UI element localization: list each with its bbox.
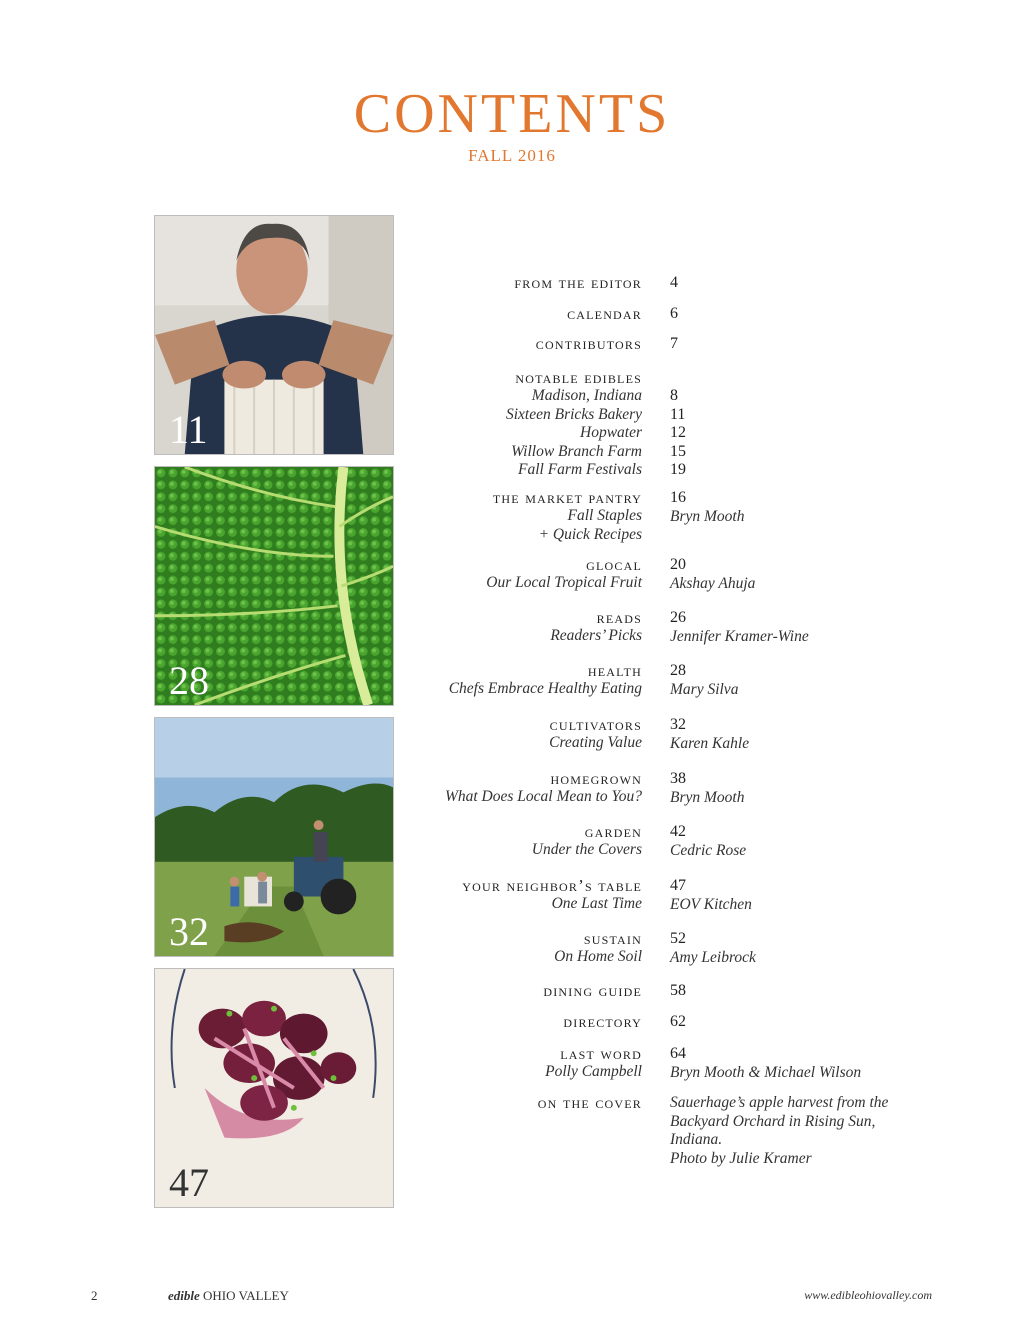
- article-title: Fall Staples: [567, 507, 642, 524]
- author-name: Cedric Rose: [670, 841, 747, 859]
- article-title: Willow Branch Farm: [511, 442, 642, 460]
- article-title: On Home Soil: [554, 948, 642, 965]
- page-number: 52: [670, 930, 686, 947]
- author-name: Akshay Ahuja: [670, 574, 756, 592]
- brand-italic: edible: [168, 1288, 200, 1303]
- author-name: EOV Kitchen: [670, 895, 752, 913]
- cover-caption-line: Photo by Julie Kramer: [670, 1149, 812, 1167]
- photo-page-number: 11: [169, 407, 208, 452]
- section-name: from the editor: [514, 273, 642, 292]
- page-number: 4: [670, 274, 678, 291]
- author-name: Amy Leibrock: [670, 948, 756, 966]
- page-number: 7: [670, 335, 678, 352]
- author-name: Mary Silva: [670, 680, 739, 698]
- page-number: 11: [670, 405, 686, 423]
- page-number: 32: [670, 716, 686, 733]
- article-title: Sixteen Bricks Bakery: [506, 405, 642, 423]
- article-title: Fall Farm Festivals: [518, 461, 642, 478]
- section-name: garden: [584, 822, 642, 841]
- cover-caption-line: Sauerhage’s apple harvest from the: [670, 1094, 889, 1111]
- author-name: Karen Kahle: [670, 734, 750, 752]
- cover-caption-line: Backyard Orchard in Rising Sun,: [670, 1112, 876, 1130]
- article-title: Madison, Indiana: [531, 387, 642, 404]
- section-name: on the cover: [537, 1093, 642, 1112]
- article-title: Our Local Tropical Fruit: [486, 574, 642, 591]
- section-name: contributors: [535, 334, 642, 353]
- page-number: 64: [670, 1045, 686, 1062]
- author-name: Bryn Mooth: [670, 507, 745, 525]
- section-name: your neighbor’s table: [462, 876, 642, 895]
- article-title: Hopwater: [580, 424, 642, 441]
- cover-caption-line: Indiana.: [670, 1131, 723, 1148]
- photo-tractor: [154, 717, 394, 957]
- photo-chef: [154, 215, 394, 455]
- photo-beets: [154, 968, 394, 1208]
- page-number: 38: [670, 770, 686, 787]
- photo-page-number: 28: [169, 658, 209, 703]
- article-title: One Last Time: [551, 895, 642, 912]
- section-name: health: [587, 661, 642, 680]
- issue-subtitle: FALL 2016: [468, 146, 556, 165]
- folio-page-number: 2: [91, 1288, 98, 1303]
- article-title: Under the Covers: [531, 841, 642, 858]
- article-title: + Quick Recipes: [538, 525, 642, 543]
- author-name: Bryn Mooth & Michael Wilson: [670, 1063, 862, 1081]
- section-name: last word: [560, 1044, 642, 1063]
- magazine-brand: [168, 1288, 289, 1304]
- page-number: 58: [670, 982, 686, 999]
- page-number: 15: [670, 442, 686, 460]
- article-title: Polly Campbell: [545, 1063, 642, 1080]
- page-number: 47: [670, 877, 686, 894]
- section-name: directory: [563, 1012, 642, 1031]
- section-name: notable edibles: [515, 368, 642, 387]
- website-url[interactable]: www.edibleohiovalley.com: [804, 1288, 932, 1302]
- article-title: Readers’ Picks: [550, 627, 642, 644]
- page-number: 42: [670, 823, 686, 840]
- section-name: reads: [596, 608, 642, 627]
- photo-page-number: 47: [169, 1160, 209, 1205]
- page-number: 16: [670, 489, 686, 506]
- page-number: 19: [670, 461, 686, 478]
- page-number: 62: [670, 1013, 686, 1030]
- author-name: Jennifer Kramer-Wine: [670, 627, 809, 645]
- section-name: homegrown: [550, 769, 642, 788]
- article-title: What Does Local Mean to You?: [444, 788, 642, 805]
- page-number: 12: [670, 424, 686, 441]
- section-name: cultivators: [549, 715, 642, 734]
- section-name: the market pantry: [492, 488, 642, 507]
- page-title: CONTENTS: [353, 83, 671, 145]
- article-title: Chefs Embrace Healthy Eating: [448, 680, 642, 697]
- page-number: 28: [670, 662, 686, 679]
- page-number: 6: [670, 305, 678, 322]
- photo-page-number: 32: [169, 909, 209, 954]
- brand-name: OHIO VALLEY: [199, 1288, 289, 1303]
- page-number: 26: [670, 609, 686, 626]
- article-title: Creating Value: [549, 734, 642, 751]
- page-number: 8: [670, 387, 678, 404]
- photo-leaf: [154, 466, 394, 706]
- section-name: sustain: [583, 929, 642, 948]
- author-name: Bryn Mooth: [670, 788, 745, 806]
- section-name: glocal: [586, 555, 642, 574]
- section-name: dining guide: [543, 981, 642, 1000]
- section-name: calendar: [567, 304, 642, 323]
- page-number: 20: [670, 556, 686, 573]
